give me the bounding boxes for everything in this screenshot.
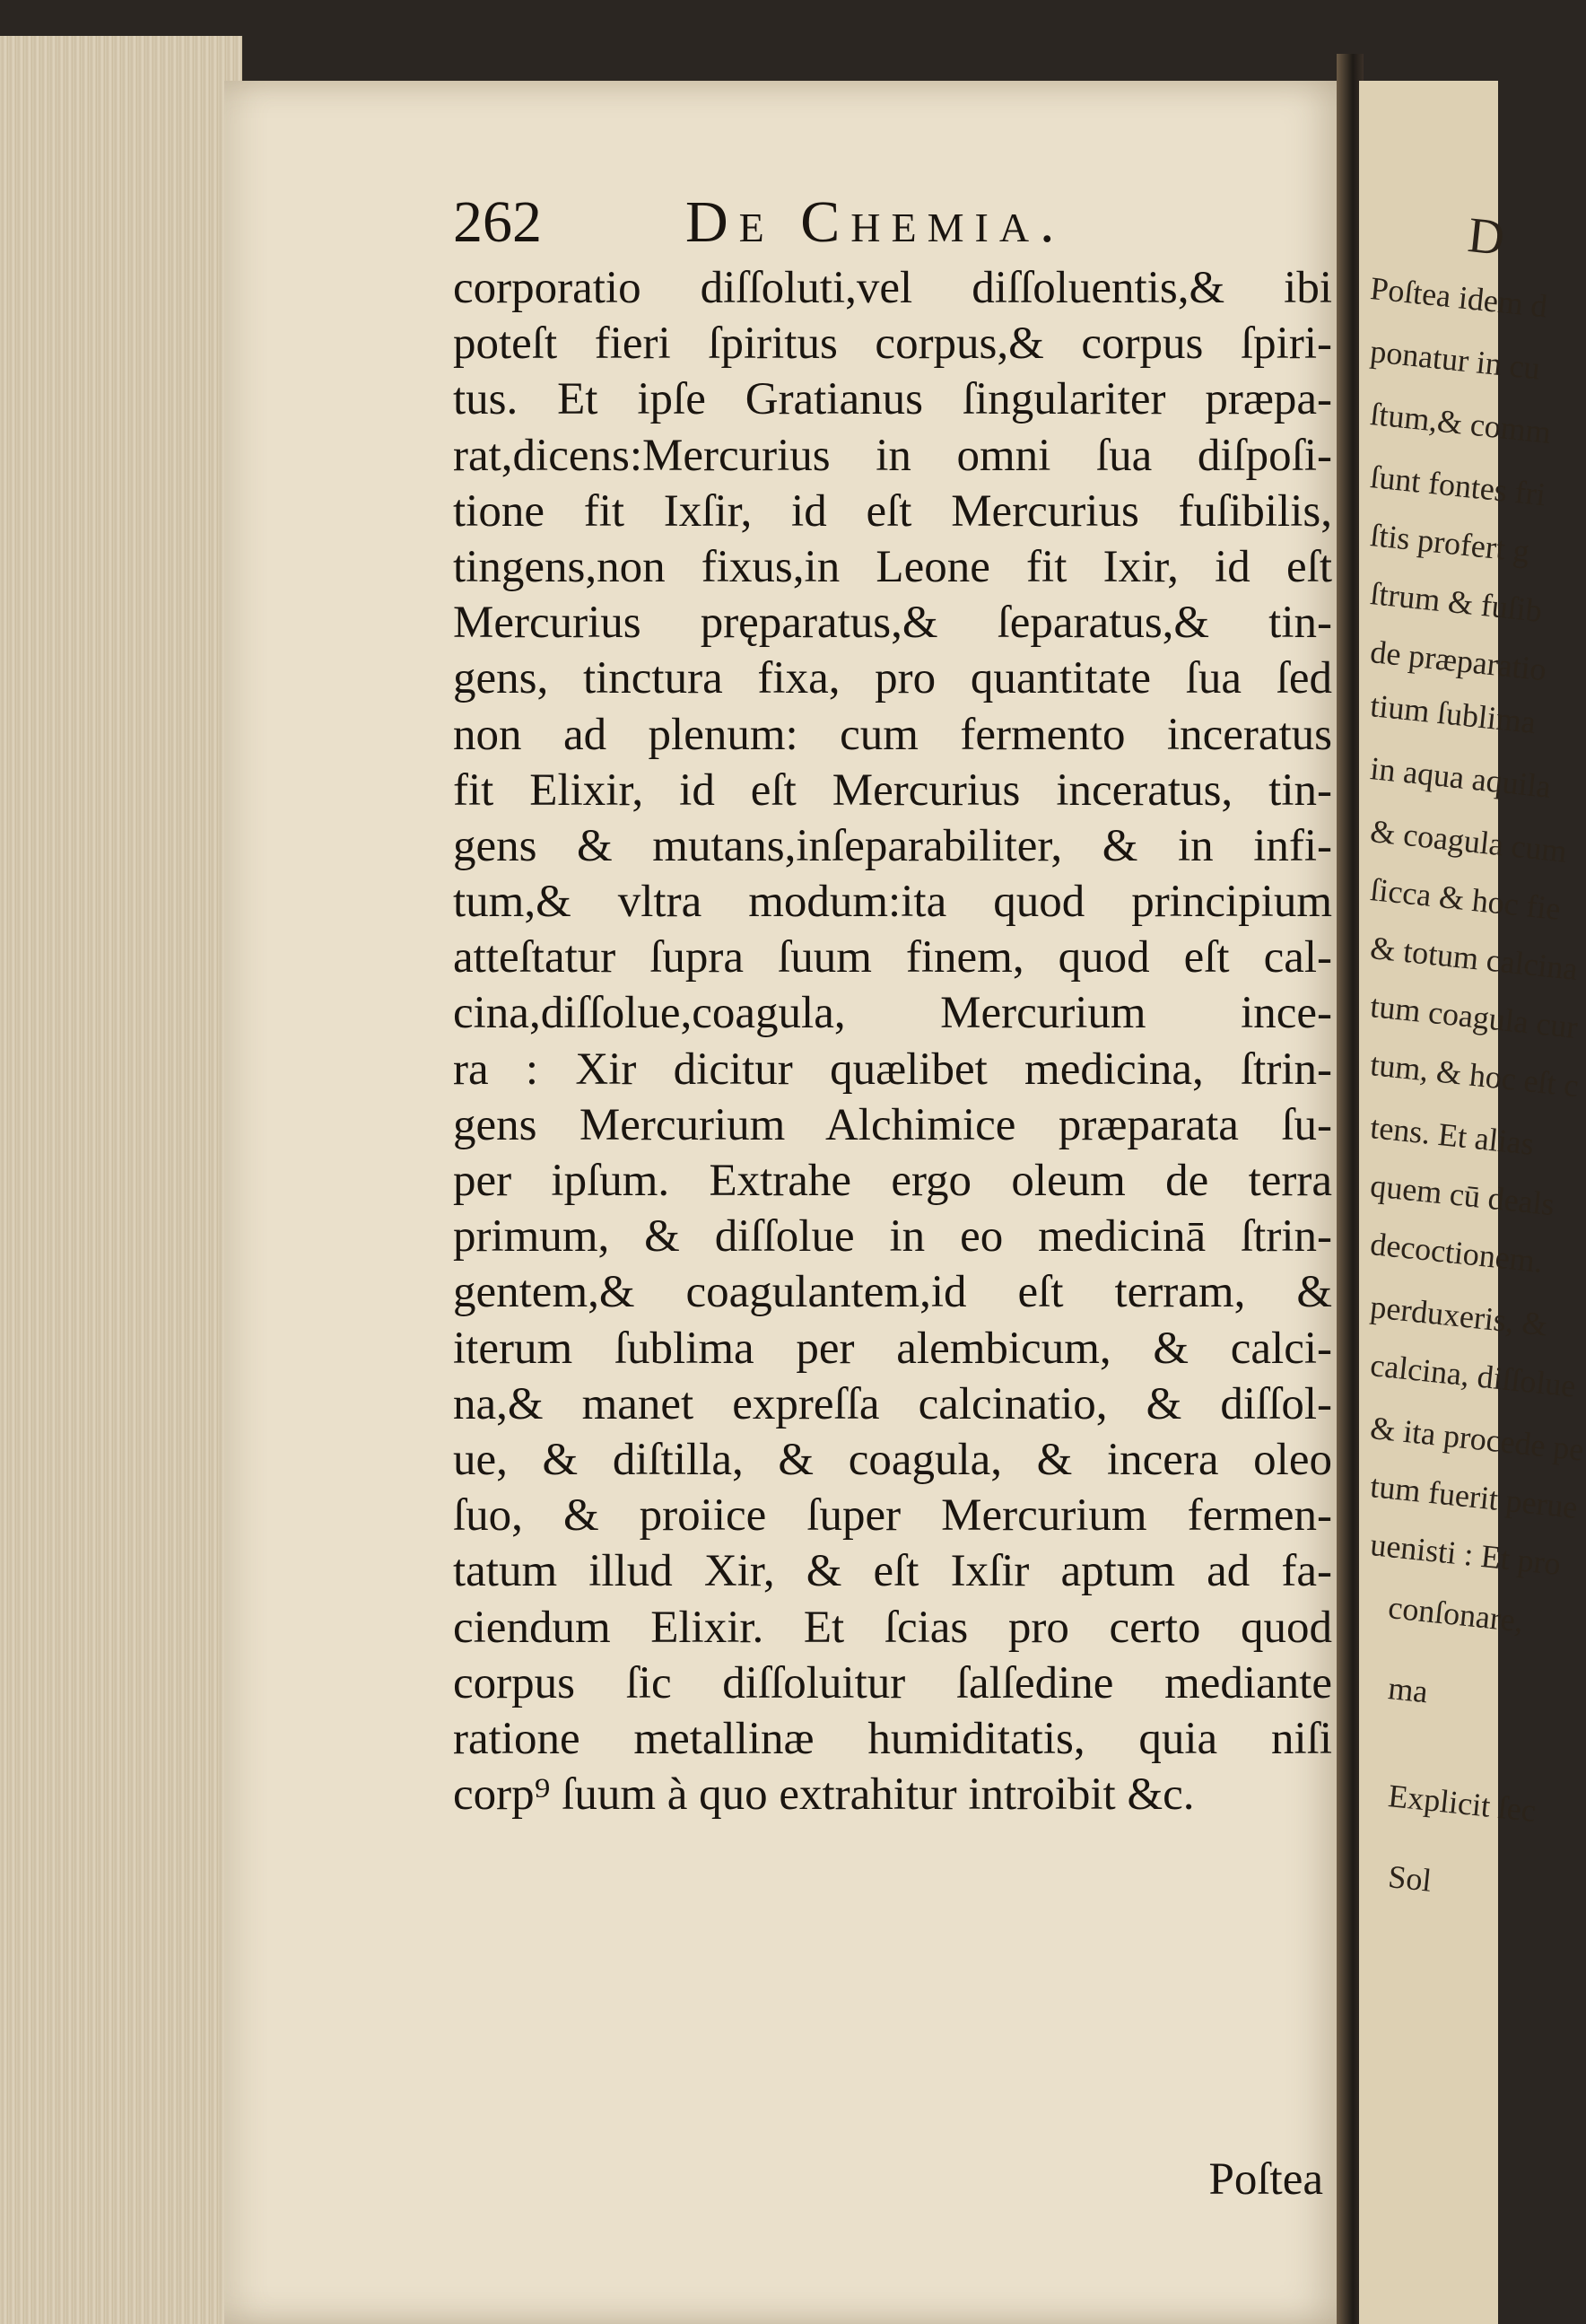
- running-head: [453, 188, 1189, 269]
- text-line: ue, & diſtilla, & coagula, & incera oleo: [453, 1434, 1332, 1485]
- facing-page-line: Explicit ſec: [1386, 1777, 1538, 1830]
- facing-page-line: uenisti : Et pro: [1368, 1525, 1563, 1583]
- text-line: poteſt fieri ſpiritus corpus,& corpus ſpiri-: [453, 319, 1332, 370]
- text-line: rat,dicens:Mercurius in omni ſua diſpoſi-: [453, 430, 1332, 481]
- text-line: ciendum Elixir. Et ſcias pro certo quod: [453, 1602, 1332, 1653]
- text-line: atteſtatur ſupra ſuum finem, quod eſt cal-: [453, 932, 1332, 983]
- text-line: ra : Xir dicitur quælibet medicina, ſtrin-: [453, 1044, 1332, 1095]
- text-line: gens, tinctura fixa, pro quantitate ſua ſed: [453, 653, 1332, 704]
- text-line: iterum ſublima per alembicum, & calci-: [453, 1323, 1332, 1374]
- catchword: Poſtea: [1208, 2154, 1323, 2205]
- facing-page-line: & coagula cum: [1368, 812, 1569, 869]
- facing-page-line: de præparatio: [1368, 633, 1548, 688]
- text-line: gens & mutans,inſeparabiliter, & in infi-: [453, 820, 1332, 871]
- text-line: ratione metallinæ humiditatis, quia niſi: [453, 1713, 1332, 1764]
- text-line: tatum illud Xir, & eſt Ixſir aptum ad fa-: [453, 1546, 1332, 1597]
- facing-page-line: ſtis profert g: [1368, 516, 1531, 570]
- text-line: na,& manet expreſſa calcinatio, & diſſol-: [453, 1378, 1332, 1429]
- facing-page-line: ſunt fontes fri: [1368, 458, 1547, 513]
- text-body: [453, 260, 1332, 2136]
- text-line: gens Mercurium Alchimice præparata ſu-: [453, 1099, 1332, 1150]
- facing-page-line: Sol: [1386, 1857, 1434, 1899]
- text-line: tus. Et ipſe Gratianus ſingulariter præpa-: [453, 374, 1332, 425]
- facing-page-line: tium ſublima: [1368, 686, 1538, 741]
- facing-page-line: quem cū deals: [1368, 1166, 1556, 1223]
- facing-page-line: tens. Et alias: [1368, 1108, 1536, 1162]
- facing-page-line: decoctionem.: [1368, 1225, 1545, 1280]
- facing-page-line: conſonare,: [1386, 1588, 1526, 1639]
- facing-page-line: & ita procede pe: [1368, 1409, 1586, 1468]
- text-line: per ipſum. Extrahe ergo oleum de terra: [453, 1156, 1332, 1206]
- text-line: corporatio diſſoluti,vel diſſoluentis,& ibi: [453, 263, 1332, 313]
- text-line: fit Elixir, id eſt Mercurius inceratus, tin-: [453, 764, 1332, 816]
- text-line: Mercurius pręparatus,& ſeparatus,& tin-: [453, 598, 1332, 649]
- facing-page-line: tum fuerit perue: [1368, 1467, 1580, 1526]
- page-header-title: De Chemia.: [685, 189, 1066, 255]
- page-number: 262: [453, 189, 542, 255]
- facing-page-line: in aqua aquila: [1368, 749, 1553, 805]
- text-line: tione fit Ixſir, id eſt Mercurius fuſibilis,: [453, 485, 1332, 537]
- text-line: gentem,& coagulantem,id eſt terram, &: [453, 1267, 1332, 1318]
- text-line: corpus ſic diſſoluitur ſalſedine mediante: [453, 1657, 1332, 1708]
- facing-page-line: & totum calcina: [1368, 929, 1580, 988]
- text-line: ſuo, & proiice ſuper Mercurium fermen-: [453, 1490, 1332, 1542]
- facing-page-line: ponatur in cu: [1368, 332, 1542, 387]
- facing-page-line: ma: [1386, 1669, 1430, 1710]
- facing-page-header: D: [1465, 206, 1508, 266]
- page-edges: [0, 36, 242, 2324]
- facing-page-line: calcina, diſſolue: [1368, 1346, 1578, 1404]
- text-line: tingens,non fixus,in Leone fit Ixir, id eſt: [453, 541, 1332, 592]
- facing-page-line: ſtrum & fuſib: [1368, 574, 1544, 629]
- text-line: primum, & diſſolue in eo medicinā ſtrin-: [453, 1211, 1332, 1262]
- facing-page-line: Poſtea idem d: [1368, 269, 1549, 325]
- text-line: non ad plenum: cum fermento inceratus: [453, 709, 1332, 760]
- facing-page-line: ſicca & hoc fie: [1368, 870, 1563, 928]
- text-line: tum,& vltra modum:ita quod principium: [453, 877, 1332, 928]
- text-line: cina,diſſolue,coagula, Mercurium ince-: [453, 988, 1332, 1039]
- facing-page-line: tum, & hoc eſt c: [1368, 1045, 1581, 1105]
- facing-page-line: perduxeris, &: [1368, 1288, 1549, 1343]
- text-line: corp⁹ ſuum à quo extrahitur introibit &c.: [453, 1769, 1195, 1821]
- facing-page-line: ſtum,& comm: [1368, 395, 1553, 450]
- facing-page-line: tum coagula cur: [1368, 987, 1580, 1046]
